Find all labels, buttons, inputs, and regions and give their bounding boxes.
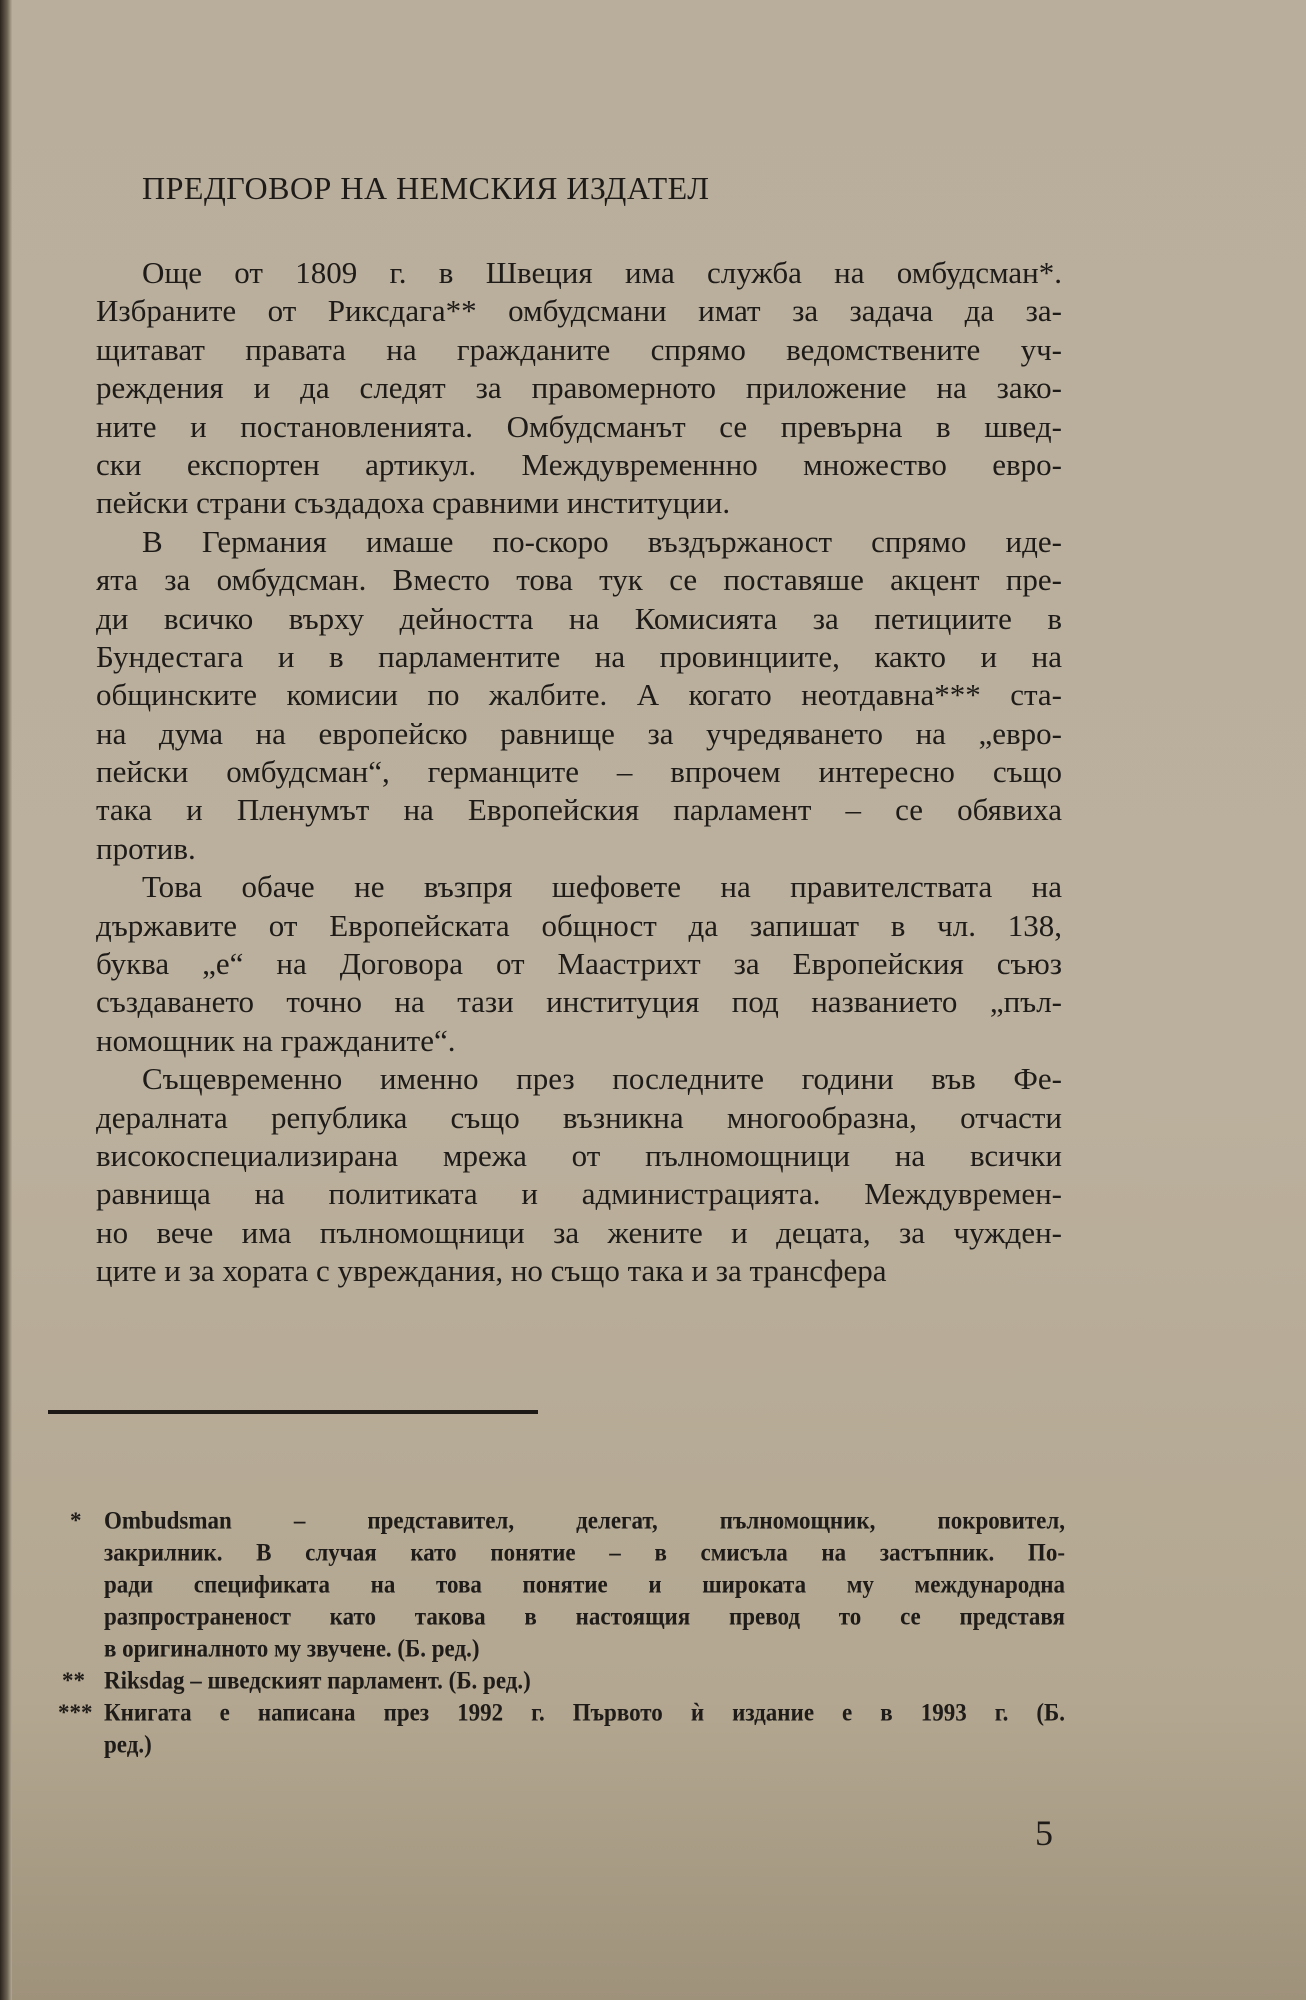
text-line: против. [96, 830, 196, 866]
text-line: но вече има пълномощници за жените и децата, за чужден- [96, 1214, 1062, 1250]
paragraph [96, 254, 1062, 523]
footnote-line: Ombudsman – представител, делегат, пълномощник, покровител, [104, 1506, 1065, 1535]
text-line: Същевременно именно през последните години във Фе- [142, 1061, 1062, 1097]
footnote-line: Книгата е написана през 1992 г. Първото ѝ издание е в 1993 г. (Б. [104, 1698, 1065, 1727]
footnote-line: ради спецификата на това понятие и широката му международна [104, 1570, 1065, 1599]
footnote-line: разпространеност като такова в настоящия превод то се представя [104, 1602, 1065, 1631]
text-line: номощник на гражданите“. [96, 1022, 456, 1058]
text-line: на дума на европейско равнище за учредяването на „евро- [96, 715, 1062, 751]
text-line: пейски страни създадоха сравними институции. [96, 485, 731, 521]
footnote [70, 1505, 1065, 1665]
text-line: ята за омбудсман. Вместо това тук се поставяше акцент пре- [96, 562, 1062, 598]
text-line: Бундестага и в парламентите на провинциите, както и на [96, 638, 1062, 674]
text-line: реждения и да следят за правомерното приложение на зако- [96, 370, 1062, 406]
footnotes [58, 1505, 1065, 1761]
footnote-line: Riksdag – шведският парламент. (Б. ред.) [104, 1666, 531, 1695]
footnote-line: в оригиналното му звучене. (Б. ред.) [104, 1634, 480, 1663]
footnote-mark: * [70, 1508, 82, 1533]
paragraph [96, 523, 1062, 869]
page-edge [0, 0, 12, 2000]
text-line: дералната република също възникна многообразна, отчасти [96, 1099, 1062, 1135]
text-line: създаването точно на тази институция под названието „пъл- [96, 984, 1062, 1020]
footnote [58, 1697, 1065, 1761]
text-line: общинските комисии по жалбите. А когато неотдавна*** ста- [96, 677, 1062, 713]
paragraph [96, 1060, 1062, 1290]
text-line: високоспециализирана мрежа от пълномощници на всички [96, 1137, 1062, 1173]
text-line: ди всичко върху дейността на Комисията за петициите в [96, 600, 1062, 636]
paragraph [96, 868, 1062, 1060]
text-line: Това обаче не възпря шефовете на правителствата на [142, 869, 1062, 905]
footnote-divider [48, 1410, 538, 1414]
text-line: равнища на политиката и администрацията. Междувремен- [96, 1176, 1062, 1212]
text-line: ните и постановленията. Омбудсманът се превърна в швед- [96, 408, 1062, 444]
footnote-mark: ** [62, 1668, 85, 1693]
text-line: ците и за хората с увреждания, но също така и за трансфера [96, 1253, 887, 1289]
text-line: Още от 1809 г. в Швеция има служба на омбудсман*. [142, 255, 1062, 290]
footnote [62, 1665, 1065, 1697]
text-line: Избраните от Риксдага** омбудсмани имат за задача да за- [96, 293, 1062, 329]
body-text [96, 254, 1062, 1291]
page-number: 5 [1035, 1813, 1053, 1853]
text-line: така и Пленумът на Европейския парламент – се обявиха [96, 792, 1062, 828]
text-line: В Германия имаше по-скоро въздържаност спрямо иде- [142, 523, 1062, 559]
text-line: буква „е“ на Договора от Маастрихт за Европейския съюз [96, 946, 1062, 982]
text-line: щитават правата на гражданите спрямо ведомствените уч- [96, 331, 1062, 367]
text-line: държавите от Европейската общност да запишат в чл. 138, [96, 907, 1062, 943]
text-line: пейски омбудсман“, германците – впрочем интересно също [96, 754, 1062, 790]
page-title: ПРЕДГОВОР НА НЕМСКИЯ ИЗДАТЕЛ [142, 170, 710, 206]
footnote-mark: *** [58, 1700, 93, 1725]
text-line: ски експортен артикул. Междувременнно множество евро- [96, 446, 1062, 482]
footnote-line: закрилник. В случая като понятие – в смисъла на застъпник. По- [104, 1538, 1065, 1567]
footnote-line: ред.) [104, 1730, 152, 1759]
